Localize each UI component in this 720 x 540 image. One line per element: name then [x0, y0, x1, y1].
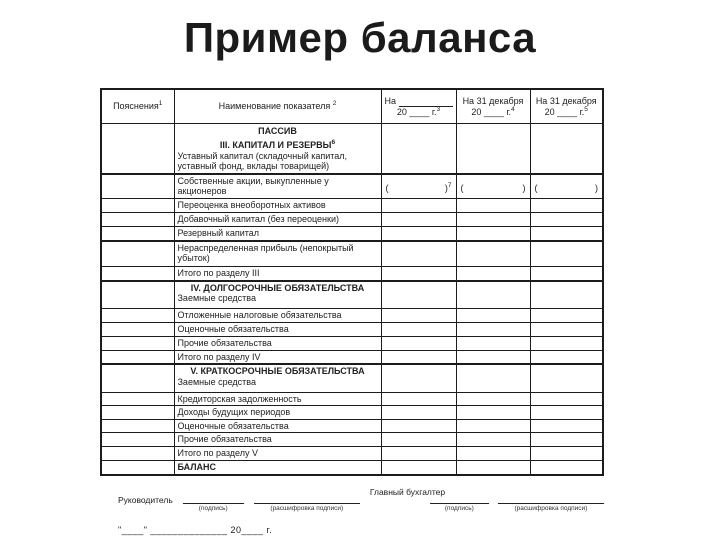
accountant-signature-blank: [430, 491, 489, 512]
signature-caption: (подпись): [198, 505, 228, 513]
value-cell: [456, 174, 530, 199]
director-label: Руководитель: [118, 495, 173, 506]
balance-form: [100, 88, 604, 535]
indicator-line: Уставный капитал (складочный капитал, уставный фонд, вклады товарищей): [177, 150, 348, 172]
col-header-date2: На 31 декабря 20 ____ г.$^4$: [456, 89, 530, 124]
indicator-line: Нераспределенная прибыль (непокрытый убыток): [177, 242, 354, 264]
value-cell: [381, 213, 456, 227]
col-header-date1: На 20 ____ г.$^3$: [381, 89, 456, 124]
explanations-cell: [101, 199, 174, 213]
indicator-line: Оценочные обязательства: [177, 324, 289, 335]
indicator-cell: [174, 336, 381, 350]
negative-value-parentheses: ( ): [534, 182, 598, 193]
explanations-cell: [101, 174, 174, 199]
indicator-cell: [174, 406, 381, 420]
value-cell: [456, 124, 530, 174]
value-cell: [530, 199, 603, 213]
table-row: [101, 336, 603, 350]
value-cell: [530, 267, 603, 281]
value-cell: [456, 199, 530, 213]
value-cell: [381, 124, 456, 174]
signature-caption: (подпись): [444, 505, 474, 513]
explanations-cell: [101, 336, 174, 350]
value-cell: [381, 420, 456, 433]
explanations-cell: [101, 241, 174, 267]
value-cell: [456, 406, 530, 420]
value-cell: [530, 241, 603, 267]
indicator-line: IV. ДОЛГОСРОЧНЫЕ ОБЯЗАТЕЛЬСТВА: [190, 282, 365, 293]
indicator-line: Прочие обязательства: [177, 434, 272, 445]
chief-accountant-label: Главный бухгалтер: [369, 487, 446, 498]
explanations-cell: [101, 309, 174, 323]
blank-line: [399, 97, 452, 107]
table-row: [101, 406, 603, 420]
col-header-explanations: Пояснения$^1$: [101, 89, 174, 124]
value-cell: [456, 336, 530, 350]
indicator-cell: [174, 227, 381, 241]
value-cell: [456, 350, 530, 364]
value-cell: [381, 364, 456, 392]
indicator-cell: [174, 420, 381, 433]
director-name-blank: [254, 491, 360, 512]
value-cell: [381, 199, 456, 213]
table-row: [101, 174, 603, 199]
explanations-cell: [101, 433, 174, 447]
value-cell: [381, 350, 456, 364]
value-cell: [456, 420, 530, 433]
indicator-cell: [174, 267, 381, 281]
value-cell: [530, 174, 603, 199]
explanations-cell: [101, 213, 174, 227]
explanations-cell: [101, 323, 174, 336]
explanations-cell: [101, 281, 174, 309]
blank-line: [498, 491, 604, 504]
value-cell: [530, 350, 603, 364]
value-cell: [456, 281, 530, 309]
value-cell: [381, 336, 456, 350]
indicator-line: Заемные средства: [177, 293, 256, 304]
table-row: [101, 267, 603, 281]
value-cell: [530, 392, 603, 405]
value-cell: [456, 267, 530, 281]
page-title: Пример баланса: [183, 14, 537, 61]
table-row: [101, 124, 603, 174]
value-cell: [530, 460, 603, 475]
value-cell: [456, 309, 530, 323]
blank-line: [183, 491, 244, 504]
col-header-indicator: Наименование показателя $^2$: [174, 89, 381, 124]
indicator-cell: [174, 241, 381, 267]
value-cell: [530, 433, 603, 447]
indicator-line: Доходы будущих периодов: [177, 407, 291, 417]
table-row: [101, 364, 603, 392]
table-row: [101, 227, 603, 241]
value-cell: [381, 174, 456, 199]
table-row: [101, 433, 603, 447]
value-cell: [456, 213, 530, 227]
explanations-cell: [101, 460, 174, 475]
value-cell: [530, 420, 603, 433]
indicator-line: Прочие обязательства: [177, 337, 272, 348]
table-row: [101, 460, 603, 475]
value-cell: [530, 323, 603, 336]
indicator-line: Добавочный капитал (без переоценки): [177, 214, 339, 225]
value-cell: [530, 281, 603, 309]
indicator-cell: [174, 174, 381, 199]
indicator-line: Итого по разделу V: [177, 448, 259, 459]
indicator-cell: [174, 213, 381, 227]
signature-row: [118, 487, 604, 513]
value-cell: [381, 406, 456, 420]
indicator-cell: [174, 460, 381, 475]
value-cell: [530, 309, 603, 323]
indicator-line: III. КАПИТАЛ И РЕЗЕРВЫ$^6$: [219, 139, 336, 151]
value-cell: [456, 447, 530, 460]
indicator-line: Заемные средства: [177, 376, 256, 387]
value-cell: [530, 364, 603, 392]
negative-value-parentheses: ( )$^7$: [385, 181, 452, 193]
indicator-cell: [174, 309, 381, 323]
explanations-cell: [101, 364, 174, 392]
value-cell: [381, 227, 456, 241]
table-row: [101, 350, 603, 364]
value-cell: [530, 213, 603, 227]
table-row: [101, 447, 603, 460]
indicator-line: V. КРАТКОСРОЧНЫЕ ОБЯЗАТЕЛЬСТВА: [190, 366, 365, 377]
indicator-line: Оценочные обязательства: [177, 421, 289, 431]
table-row: [101, 309, 603, 323]
blank-line: [254, 491, 360, 504]
value-cell: [456, 433, 530, 447]
value-cell: [530, 227, 603, 241]
indicator-line: Резервный капитал: [177, 228, 260, 239]
explanations-cell: [101, 392, 174, 405]
explanations-cell: [101, 124, 174, 174]
name-caption: (расшифровка подписи): [270, 505, 344, 513]
indicator-line: ПАССИВ: [258, 126, 297, 136]
value-cell: [456, 364, 530, 392]
indicator-cell: [174, 281, 381, 309]
value-cell: [530, 336, 603, 350]
value-cell: [456, 323, 530, 336]
indicator-line: Итого по разделу IV: [177, 351, 261, 362]
value-cell: [381, 323, 456, 336]
value-cell: [381, 460, 456, 475]
name-caption: (расшифровка подписи): [514, 505, 588, 513]
value-cell: [530, 124, 603, 174]
accountant-name-blank: [498, 491, 604, 512]
value-cell: [456, 460, 530, 475]
indicator-cell: [174, 124, 381, 174]
table-row: [101, 199, 603, 213]
table-row: [101, 323, 603, 336]
explanations-cell: [101, 267, 174, 281]
indicator-cell: [174, 433, 381, 447]
value-cell: [381, 309, 456, 323]
value-cell: [381, 392, 456, 405]
date-line: "____" ______________ 20____ г.: [118, 525, 273, 536]
indicator-line: Переоценка внеоборотных активов: [177, 200, 326, 211]
indicator-line: БАЛАНС: [177, 461, 217, 472]
explanations-cell: [101, 420, 174, 433]
explanations-cell: [101, 227, 174, 241]
table-row: [101, 241, 603, 267]
indicator-line: Отложенные налоговые обязательства: [177, 310, 342, 321]
value-cell: [456, 392, 530, 405]
table-row: [101, 213, 603, 227]
table-row: [101, 420, 603, 433]
table-row: [101, 281, 603, 309]
table-row: [101, 392, 603, 405]
value-cell: [456, 227, 530, 241]
explanations-cell: [101, 406, 174, 420]
blank-line: [430, 491, 489, 504]
value-cell: [381, 447, 456, 460]
indicator-line: Собственные акции, выкупленные у акционеров: [177, 175, 329, 197]
value-cell: [381, 281, 456, 309]
value-cell: [530, 447, 603, 460]
indicator-cell: [174, 199, 381, 213]
explanations-cell: [101, 350, 174, 364]
indicator-cell: [174, 350, 381, 364]
indicator-line: Кредиторская задолженность: [177, 393, 302, 404]
explanations-cell: [101, 447, 174, 460]
negative-value-parentheses: ( ): [460, 182, 526, 193]
indicator-cell: [174, 392, 381, 405]
header-row: [101, 89, 603, 124]
balance-table: [100, 88, 604, 476]
value-cell: [381, 241, 456, 267]
indicator-cell: [174, 364, 381, 392]
indicator-cell: [174, 447, 381, 460]
indicator-line: Итого по разделу III: [177, 268, 260, 279]
form-table-body: [101, 124, 603, 476]
value-cell: [381, 433, 456, 447]
value-cell: [530, 406, 603, 420]
col-header-date3: На 31 декабря 20 ____ г.$^5$: [530, 89, 603, 124]
value-cell: [381, 267, 456, 281]
indicator-cell: [174, 323, 381, 336]
director-signature-blank: [183, 491, 244, 512]
value-cell: [456, 241, 530, 267]
